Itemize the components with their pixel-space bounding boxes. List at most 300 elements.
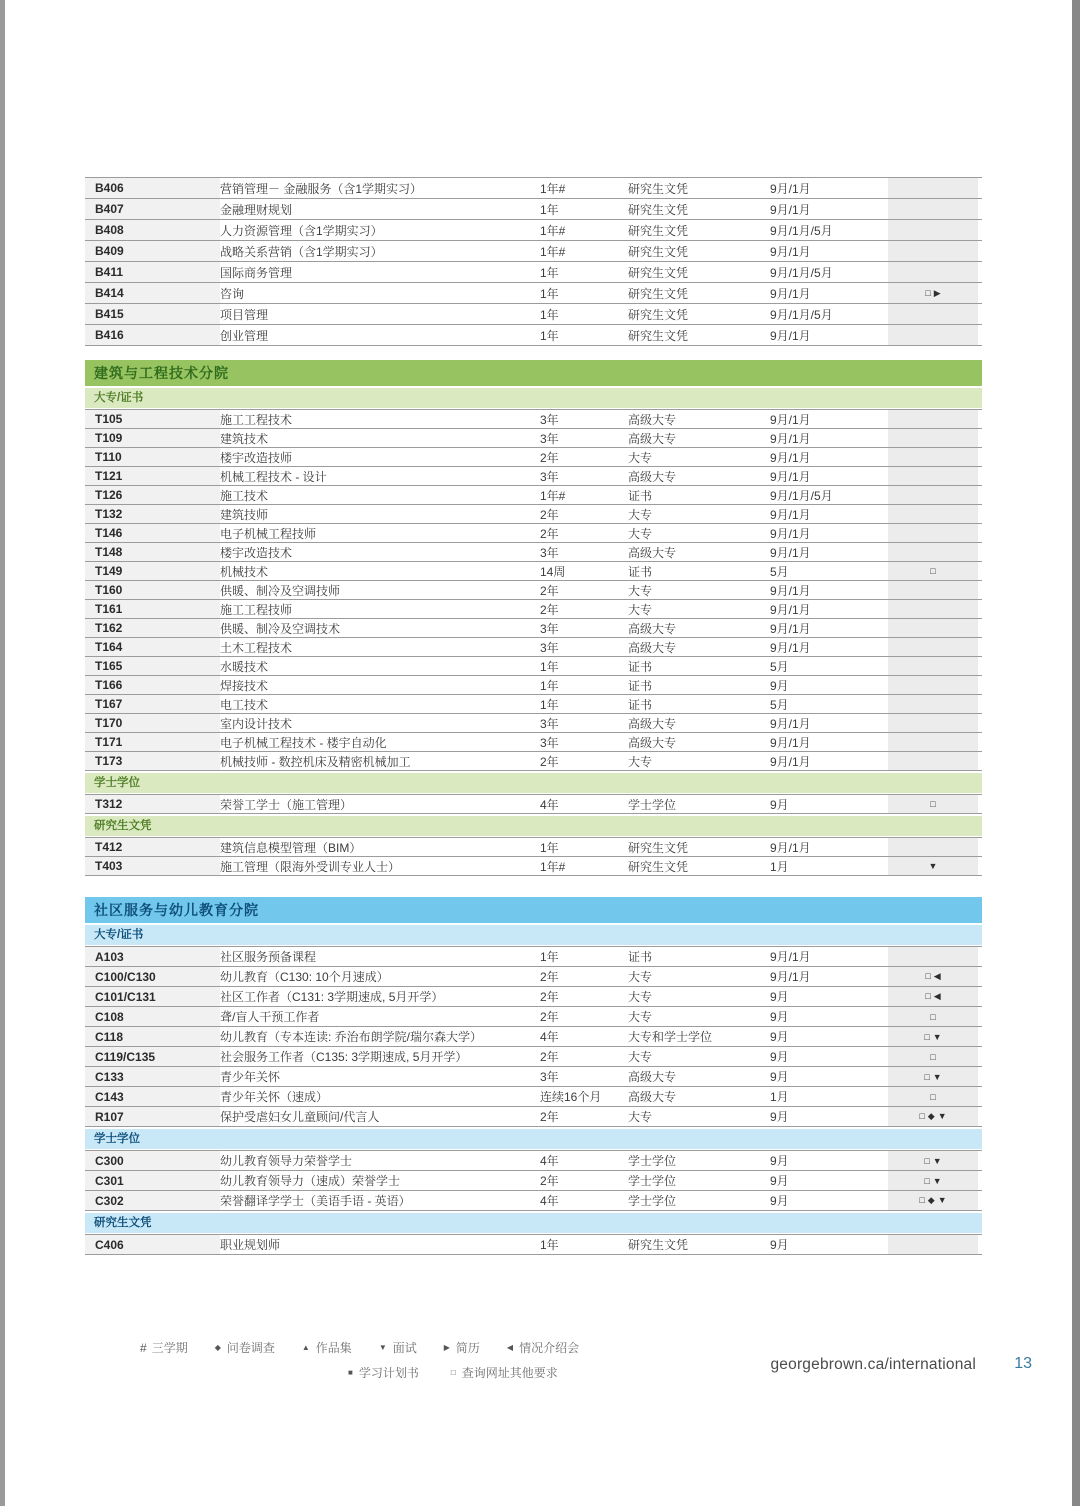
program-row bbox=[85, 1087, 982, 1107]
program-intake: 9月/1月 bbox=[770, 412, 811, 427]
program-intake: 9月 bbox=[770, 1070, 789, 1084]
credential-subheader: 大专/证书 bbox=[85, 925, 982, 945]
program-row bbox=[85, 467, 982, 486]
program-name: 保护受虐妇女儿童顾问/代言人 bbox=[220, 1110, 380, 1124]
program-row bbox=[85, 1067, 982, 1087]
program-row bbox=[85, 486, 982, 505]
program-duration: 1年 bbox=[540, 678, 559, 693]
program-duration: 4年 bbox=[540, 797, 559, 812]
legend-symbol-icon: # bbox=[140, 1340, 147, 1355]
program-row bbox=[85, 638, 982, 657]
program-name: 社区服务预备课程 bbox=[220, 950, 317, 964]
program-credential: 研究生文凭 bbox=[628, 328, 689, 343]
program-row bbox=[85, 1235, 982, 1255]
program-requirement-icons bbox=[888, 581, 978, 599]
program-code: T105 bbox=[85, 410, 220, 428]
program-credential: 证书 bbox=[628, 488, 653, 503]
program-requirement-icons bbox=[888, 178, 978, 198]
legend-label: 面试 bbox=[392, 1341, 417, 1355]
program-row bbox=[85, 1107, 982, 1127]
program-name: 幼儿教育（专本连读: 乔治布朗学院/瑞尔森大学） bbox=[220, 1030, 483, 1044]
program-credential: 大专 bbox=[628, 990, 653, 1004]
program-requirement-icons bbox=[888, 241, 978, 261]
program-credential: 高级大专 bbox=[628, 545, 677, 560]
program-requirement-icons: □▼ bbox=[888, 1027, 978, 1046]
program-duration: 1年 bbox=[540, 328, 559, 343]
program-requirement-icons bbox=[888, 199, 978, 219]
program-code: T164 bbox=[85, 638, 220, 656]
program-table-section bbox=[85, 177, 982, 346]
program-table-section bbox=[85, 897, 982, 1255]
legend-item bbox=[451, 1364, 558, 1381]
program-code: T171 bbox=[85, 733, 220, 751]
program-intake: 9月/1月 bbox=[770, 602, 811, 617]
legend-item bbox=[507, 1339, 579, 1356]
program-duration: 3年 bbox=[540, 716, 559, 731]
program-row bbox=[85, 1151, 982, 1171]
program-name: 水暖技术 bbox=[220, 659, 269, 674]
program-requirement-icons: □◀ bbox=[888, 967, 978, 986]
legend-label: 三学期 bbox=[151, 1341, 188, 1355]
program-code: T160 bbox=[85, 581, 220, 599]
program-requirement-icons bbox=[888, 448, 978, 466]
program-requirement-icons: □▼ bbox=[888, 1171, 978, 1190]
program-intake: 9月 bbox=[770, 1110, 789, 1124]
program-name: 施工工程技师 bbox=[220, 602, 293, 617]
program-intake: 9月/1月 bbox=[770, 526, 811, 541]
program-intake: 9月 bbox=[770, 1050, 789, 1064]
program-code: T403 bbox=[85, 857, 220, 875]
program-name: 荣誉翻译学学士（美语手语 - 英语） bbox=[220, 1194, 411, 1208]
program-intake: 9月 bbox=[770, 1030, 789, 1044]
program-row bbox=[85, 241, 982, 262]
program-name: 战略关系营销（含1学期实习） bbox=[220, 244, 383, 259]
footer-url: georgebrown.ca/international bbox=[770, 1356, 976, 1373]
program-name: 机械技术 bbox=[220, 564, 269, 579]
program-requirement-icons: □◆▼ bbox=[888, 1191, 978, 1210]
program-code: T148 bbox=[85, 543, 220, 561]
footnote-legend-line2 bbox=[348, 1364, 558, 1381]
program-credential: 研究生文凭 bbox=[628, 202, 689, 217]
program-duration: 3年 bbox=[540, 735, 559, 750]
program-credential: 研究生文凭 bbox=[628, 223, 689, 238]
program-requirement-icons bbox=[888, 657, 978, 675]
program-code: C143 bbox=[85, 1087, 220, 1106]
program-requirement-icons: □ bbox=[888, 1087, 978, 1106]
program-credential: 大专 bbox=[628, 507, 653, 522]
credential-subheader: 研究生文凭 bbox=[85, 816, 982, 836]
program-intake: 9月/1月 bbox=[770, 735, 811, 750]
program-row bbox=[85, 283, 982, 304]
program-duration: 1年 bbox=[540, 307, 559, 322]
legend-item bbox=[379, 1339, 417, 1356]
program-requirement-icons: □▼ bbox=[888, 1067, 978, 1086]
program-row bbox=[85, 714, 982, 733]
program-row bbox=[85, 987, 982, 1007]
program-name: 供暖、制冷及空调技术 bbox=[220, 621, 341, 636]
program-intake: 9月/1月/5月 bbox=[770, 265, 833, 280]
program-row bbox=[85, 1191, 982, 1211]
program-code: C133 bbox=[85, 1067, 220, 1086]
program-duration: 4年 bbox=[540, 1030, 559, 1044]
program-row bbox=[85, 676, 982, 695]
program-code: B414 bbox=[85, 283, 220, 303]
program-duration: 2年 bbox=[540, 1110, 559, 1124]
program-duration: 14周 bbox=[540, 564, 566, 579]
program-duration: 3年 bbox=[540, 412, 559, 427]
program-name: 咨询 bbox=[220, 286, 245, 301]
program-name: 施工工程技术 bbox=[220, 412, 293, 427]
program-name: 机械工程技术 - 设计 bbox=[220, 469, 327, 484]
program-requirement-icons: □▼ bbox=[888, 1151, 978, 1170]
program-code: R107 bbox=[85, 1107, 220, 1126]
program-name: 社会服务工作者（C135: 3学期速成, 5月开学） bbox=[220, 1050, 468, 1064]
program-requirement-icons: □◆▼ bbox=[888, 1107, 978, 1126]
program-intake: 9月/1月/5月 bbox=[770, 307, 833, 322]
program-intake: 9月 bbox=[770, 1154, 789, 1168]
program-requirement-icons bbox=[888, 838, 978, 856]
program-intake: 9月/1月 bbox=[770, 754, 811, 769]
program-duration: 2年 bbox=[540, 990, 559, 1004]
program-requirement-icons bbox=[888, 695, 978, 713]
program-code: C101/C131 bbox=[85, 987, 220, 1006]
program-intake: 5月 bbox=[770, 659, 789, 674]
program-row bbox=[85, 1047, 982, 1067]
program-code: C119/C135 bbox=[85, 1047, 220, 1066]
program-duration: 1年# bbox=[540, 181, 566, 196]
program-row bbox=[85, 410, 982, 429]
program-row bbox=[85, 505, 982, 524]
program-name: 施工管理（限海外受训专业人士） bbox=[220, 859, 401, 874]
program-name: 建筑技师 bbox=[220, 507, 269, 522]
program-credential: 学士学位 bbox=[628, 1174, 677, 1188]
program-requirement-icons bbox=[888, 429, 978, 447]
legend-item bbox=[140, 1339, 188, 1356]
program-intake: 5月 bbox=[770, 564, 789, 579]
program-credential: 大专 bbox=[628, 1110, 653, 1124]
program-code: T149 bbox=[85, 562, 220, 580]
legend-symbol-icon: □ bbox=[450, 1368, 456, 1377]
program-code: T109 bbox=[85, 429, 220, 447]
program-credential: 证书 bbox=[628, 659, 653, 674]
program-name: 社区工作者（C131: 3学期速成, 5月开学） bbox=[220, 990, 444, 1004]
program-credential: 高级大专 bbox=[628, 735, 677, 750]
program-name: 职业规划师 bbox=[220, 1238, 281, 1252]
section-header: 建筑与工程技术分院 bbox=[85, 360, 982, 386]
section-header: 社区服务与幼儿教育分院 bbox=[85, 897, 982, 923]
program-code: B411 bbox=[85, 262, 220, 282]
program-row bbox=[85, 1027, 982, 1047]
program-credential: 高级大专 bbox=[628, 716, 677, 731]
program-intake: 1月 bbox=[770, 859, 789, 874]
program-credential: 大专 bbox=[628, 450, 653, 465]
program-intake: 9月/1月 bbox=[770, 545, 811, 560]
program-credential: 高级大专 bbox=[628, 640, 677, 655]
program-intake: 9月/1月 bbox=[770, 621, 811, 636]
program-row bbox=[85, 581, 982, 600]
program-credential: 大专和学士学位 bbox=[628, 1030, 713, 1044]
legend-symbol-icon: ◆ bbox=[214, 1343, 221, 1352]
program-credential: 高级大专 bbox=[628, 1070, 677, 1084]
program-duration: 2年 bbox=[540, 583, 559, 598]
program-credential: 大专 bbox=[628, 970, 653, 984]
program-intake: 9月/1月 bbox=[770, 840, 811, 855]
program-duration: 3年 bbox=[540, 621, 559, 636]
legend-label: 简历 bbox=[455, 1341, 480, 1355]
program-intake: 9月/1月 bbox=[770, 244, 811, 259]
program-name: 建筑信息模型管理（BIM） bbox=[220, 840, 362, 855]
program-duration: 3年 bbox=[540, 1070, 559, 1084]
program-row bbox=[85, 543, 982, 562]
program-row bbox=[85, 325, 982, 346]
program-credential: 大专 bbox=[628, 754, 653, 769]
program-duration: 2年 bbox=[540, 1050, 559, 1064]
page-number: 13 bbox=[1014, 1355, 1032, 1372]
program-duration: 2年 bbox=[540, 970, 559, 984]
program-code: T166 bbox=[85, 676, 220, 694]
program-name: 聋/盲人干预工作者 bbox=[220, 1010, 320, 1024]
program-row bbox=[85, 967, 982, 987]
program-row bbox=[85, 752, 982, 771]
program-name: 幼儿教育领导力荣誉学士 bbox=[220, 1154, 353, 1168]
program-name: 幼儿教育（C130: 10个月速成） bbox=[220, 970, 389, 984]
program-name: 电子机械工程技术 - 楼宇自动化 bbox=[220, 735, 387, 750]
program-requirement-icons: □ bbox=[888, 795, 978, 813]
program-duration: 3年 bbox=[540, 469, 559, 484]
program-code: T126 bbox=[85, 486, 220, 504]
program-name: 幼儿教育领导力（速成）荣誉学士 bbox=[220, 1174, 401, 1188]
program-code: B415 bbox=[85, 304, 220, 324]
program-code: T312 bbox=[85, 795, 220, 813]
program-code: B406 bbox=[85, 178, 220, 198]
program-row bbox=[85, 524, 982, 543]
program-duration: 3年 bbox=[540, 640, 559, 655]
program-duration: 1年 bbox=[540, 950, 559, 964]
program-row bbox=[85, 199, 982, 220]
program-duration: 1年 bbox=[540, 265, 559, 280]
program-rows bbox=[85, 946, 982, 1127]
program-requirement-icons bbox=[888, 752, 978, 770]
program-credential: 证书 bbox=[628, 950, 653, 964]
program-requirement-icons bbox=[888, 1235, 978, 1254]
program-duration: 连续16个月 bbox=[540, 1090, 602, 1104]
program-duration: 1年 bbox=[540, 286, 559, 301]
program-credential: 高级大专 bbox=[628, 431, 677, 446]
program-row bbox=[85, 304, 982, 325]
legend-label: 作品集 bbox=[315, 1341, 352, 1355]
credential-subheader: 大专/证书 bbox=[85, 388, 982, 408]
program-duration: 4年 bbox=[540, 1194, 559, 1208]
credential-subheader: 学士学位 bbox=[85, 773, 982, 793]
program-rows bbox=[85, 794, 982, 814]
program-requirement-icons bbox=[888, 543, 978, 561]
legend-item bbox=[444, 1339, 480, 1356]
program-code: T146 bbox=[85, 524, 220, 542]
program-intake: 5月 bbox=[770, 697, 789, 712]
program-credential: 研究生文凭 bbox=[628, 265, 689, 280]
program-requirement-icons bbox=[888, 619, 978, 637]
program-credential: 高级大专 bbox=[628, 412, 677, 427]
program-requirement-icons bbox=[888, 676, 978, 694]
program-name: 室内设计技术 bbox=[220, 716, 293, 731]
program-name: 电工技术 bbox=[220, 697, 269, 712]
program-intake: 9月/1月 bbox=[770, 450, 811, 465]
program-code: B409 bbox=[85, 241, 220, 261]
program-code: C406 bbox=[85, 1235, 220, 1254]
program-credential: 大专 bbox=[628, 583, 653, 598]
program-name: 楼宇改造技师 bbox=[220, 450, 293, 465]
program-name: 金融理财规划 bbox=[220, 202, 293, 217]
program-row bbox=[85, 562, 982, 581]
program-requirement-icons bbox=[888, 638, 978, 656]
program-duration: 3年 bbox=[540, 545, 559, 560]
program-intake: 9月/1月/5月 bbox=[770, 223, 833, 238]
program-code: T132 bbox=[85, 505, 220, 523]
program-row bbox=[85, 695, 982, 714]
program-duration: 2年 bbox=[540, 602, 559, 617]
program-credential: 大专 bbox=[628, 526, 653, 541]
program-requirement-icons: □ bbox=[888, 1047, 978, 1066]
legend-symbol-icon: ■ bbox=[348, 1368, 353, 1377]
credential-subheader: 研究生文凭 bbox=[85, 1213, 982, 1233]
program-intake: 9月/1月 bbox=[770, 716, 811, 731]
program-credential: 研究生文凭 bbox=[628, 307, 689, 322]
program-credential: 高级大专 bbox=[628, 469, 677, 484]
program-intake: 9月/1月 bbox=[770, 640, 811, 655]
legend-item bbox=[302, 1339, 352, 1356]
program-name: 施工技术 bbox=[220, 488, 269, 503]
page-edge-shadow-left bbox=[0, 0, 5, 1506]
credential-subheader: 学士学位 bbox=[85, 1129, 982, 1149]
program-code: C301 bbox=[85, 1171, 220, 1190]
program-rows bbox=[85, 409, 982, 771]
legend-symbol-icon: ◀ bbox=[506, 1343, 514, 1352]
program-credential: 高级大专 bbox=[628, 1090, 677, 1104]
program-row bbox=[85, 838, 982, 857]
program-requirement-icons bbox=[888, 304, 978, 324]
program-code: T412 bbox=[85, 838, 220, 856]
program-credential: 学士学位 bbox=[628, 797, 677, 812]
program-requirement-icons bbox=[888, 220, 978, 240]
program-code: T167 bbox=[85, 695, 220, 713]
program-name: 营销管理－ 金融服务（含1学期实习） bbox=[220, 181, 423, 196]
program-code: B416 bbox=[85, 325, 220, 345]
program-name: 荣誉工学士（施工管理） bbox=[220, 797, 353, 812]
program-credential: 证书 bbox=[628, 678, 653, 693]
program-requirement-icons bbox=[888, 325, 978, 345]
footnote-legend-line1 bbox=[140, 1339, 579, 1356]
program-intake: 9月/1月 bbox=[770, 469, 811, 484]
program-name: 人力资源管理（含1学期实习） bbox=[220, 223, 383, 238]
program-intake: 9月/1月 bbox=[770, 181, 811, 196]
program-intake: 9月/1月 bbox=[770, 202, 811, 217]
program-row bbox=[85, 262, 982, 283]
program-credential: 研究生文凭 bbox=[628, 286, 689, 301]
program-code: T170 bbox=[85, 714, 220, 732]
program-intake: 9月/1月 bbox=[770, 950, 811, 964]
legend-symbol-icon: ▲ bbox=[301, 1343, 310, 1352]
legend-label: 查询网址其他要求 bbox=[461, 1366, 558, 1380]
program-credential: 大专 bbox=[628, 1010, 653, 1024]
program-code: T161 bbox=[85, 600, 220, 618]
program-name: 焊接技术 bbox=[220, 678, 269, 693]
program-requirement-icons bbox=[888, 486, 978, 504]
program-requirement-icons bbox=[888, 600, 978, 618]
program-row bbox=[85, 178, 982, 199]
program-row bbox=[85, 600, 982, 619]
program-credential: 研究生文凭 bbox=[628, 181, 689, 196]
program-credential: 大专 bbox=[628, 602, 653, 617]
program-requirement-icons: □ bbox=[888, 562, 978, 580]
program-requirement-icons: ▼ bbox=[888, 857, 978, 875]
program-row bbox=[85, 795, 982, 814]
program-duration: 1年# bbox=[540, 488, 566, 503]
program-code: T110 bbox=[85, 448, 220, 466]
program-code: T162 bbox=[85, 619, 220, 637]
program-row bbox=[85, 857, 982, 876]
program-credential: 大专 bbox=[628, 1050, 653, 1064]
program-row bbox=[85, 657, 982, 676]
program-code: C300 bbox=[85, 1151, 220, 1170]
program-name: 电子机械工程技师 bbox=[220, 526, 317, 541]
program-intake: 9月 bbox=[770, 1010, 789, 1024]
page-edge-shadow-right bbox=[1072, 0, 1080, 1506]
program-duration: 1年 bbox=[540, 1238, 559, 1252]
program-duration: 2年 bbox=[540, 754, 559, 769]
program-code: C100/C130 bbox=[85, 967, 220, 986]
program-duration: 1年 bbox=[540, 697, 559, 712]
program-requirement-icons: □ bbox=[888, 1007, 978, 1026]
program-duration: 1年 bbox=[540, 202, 559, 217]
program-rows bbox=[85, 177, 982, 346]
program-intake: 9月/1月 bbox=[770, 970, 811, 984]
program-credential: 研究生文凭 bbox=[628, 244, 689, 259]
program-name: 建筑技术 bbox=[220, 431, 269, 446]
program-intake: 9月/1月 bbox=[770, 286, 811, 301]
program-requirement-icons bbox=[888, 524, 978, 542]
legend-item bbox=[215, 1339, 275, 1356]
program-code: C118 bbox=[85, 1027, 220, 1046]
program-code: C302 bbox=[85, 1191, 220, 1210]
program-intake: 9月/1月 bbox=[770, 583, 811, 598]
program-name: 青少年关怀（速成） bbox=[220, 1090, 329, 1104]
program-duration: 2年 bbox=[540, 526, 559, 541]
program-credential: 学士学位 bbox=[628, 1194, 677, 1208]
program-name: 青少年关怀 bbox=[220, 1070, 281, 1084]
program-intake: 9月 bbox=[770, 1174, 789, 1188]
legend-label: 学习计划书 bbox=[358, 1366, 419, 1380]
program-name: 机械技师 - 数控机床及精密机械加工 bbox=[220, 754, 411, 769]
program-duration: 2年 bbox=[540, 450, 559, 465]
program-name: 创业管理 bbox=[220, 328, 269, 343]
program-intake: 1月 bbox=[770, 1090, 789, 1104]
program-row bbox=[85, 448, 982, 467]
program-requirement-icons: □▶ bbox=[888, 283, 978, 303]
program-intake: 9月 bbox=[770, 797, 789, 812]
program-name: 项目管理 bbox=[220, 307, 269, 322]
program-duration: 4年 bbox=[540, 1154, 559, 1168]
program-intake: 9月/1月 bbox=[770, 507, 811, 522]
program-row bbox=[85, 733, 982, 752]
legend-symbol-icon: ▶ bbox=[443, 1343, 450, 1352]
program-code: T121 bbox=[85, 467, 220, 485]
program-requirement-icons: □◀ bbox=[888, 987, 978, 1006]
program-credential: 研究生文凭 bbox=[628, 840, 689, 855]
program-code: C108 bbox=[85, 1007, 220, 1026]
program-rows bbox=[85, 837, 982, 876]
program-name: 土木工程技术 bbox=[220, 640, 293, 655]
program-code: T173 bbox=[85, 752, 220, 770]
